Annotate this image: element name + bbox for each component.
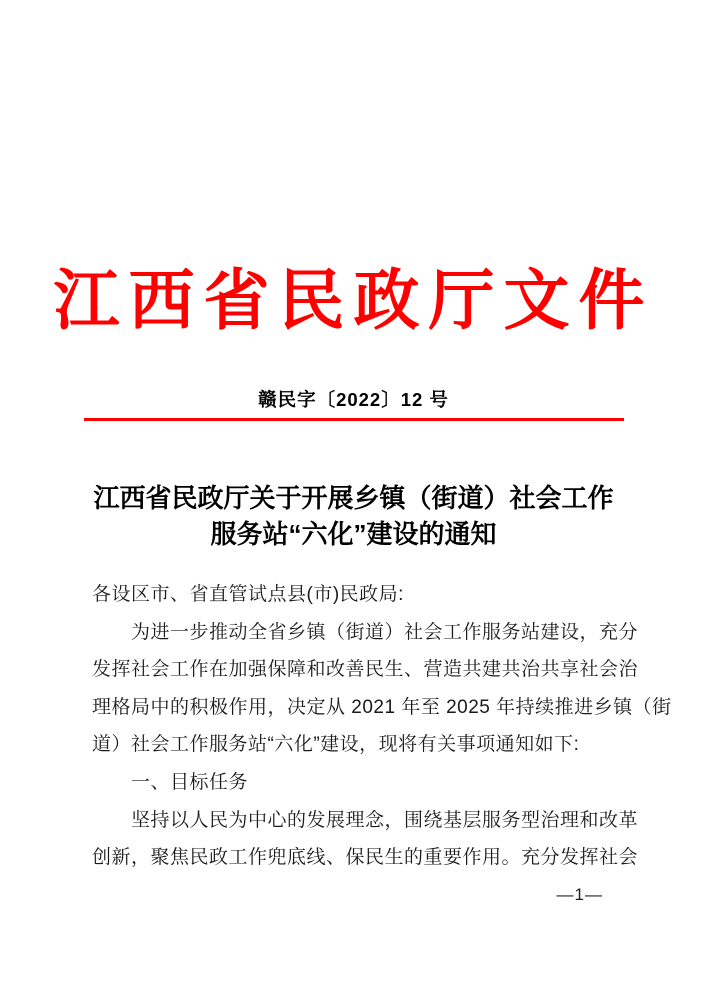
body-line: 道）社会工作服务站“六化”建设，现将有关事项通知如下:: [92, 734, 580, 756]
section-heading: 一、目标任务: [131, 771, 249, 793]
notice-title: [0, 480, 707, 552]
body-line: 创新，聚焦民政工作兜底线、保民生的重要作用。充分发挥社会: [92, 847, 639, 869]
body-line: 为进一步推动全省乡镇（街道）社会工作服务站建设，充分: [131, 621, 639, 643]
notice-title-line2: 服务站“六化”建设的通知: [210, 519, 497, 549]
body-line: 发挥社会工作在加强保障和改善民生、营造共建共治共享社会治: [92, 659, 639, 681]
body-salutation: 各设区市、省直管试点县(市)民政局:: [92, 584, 404, 605]
body-line: 理格局中的积极作用，决定从 2021 年至 2025 年持续推进乡镇（街: [92, 696, 672, 718]
notice-title-line1: 江西省民政厅关于开展乡镇（街道）社会工作: [93, 483, 614, 513]
page-number: —1—: [556, 885, 603, 904]
document-body: [92, 576, 672, 877]
document-number: 赣民字〔2022〕12 号: [258, 389, 449, 410]
body-line: 坚持以人民为中心的发展理念，围绕基层服务型治理和改革: [131, 809, 639, 831]
red-divider-line: [84, 418, 624, 421]
letterhead-title: 江西省民政厅文件: [53, 265, 654, 338]
